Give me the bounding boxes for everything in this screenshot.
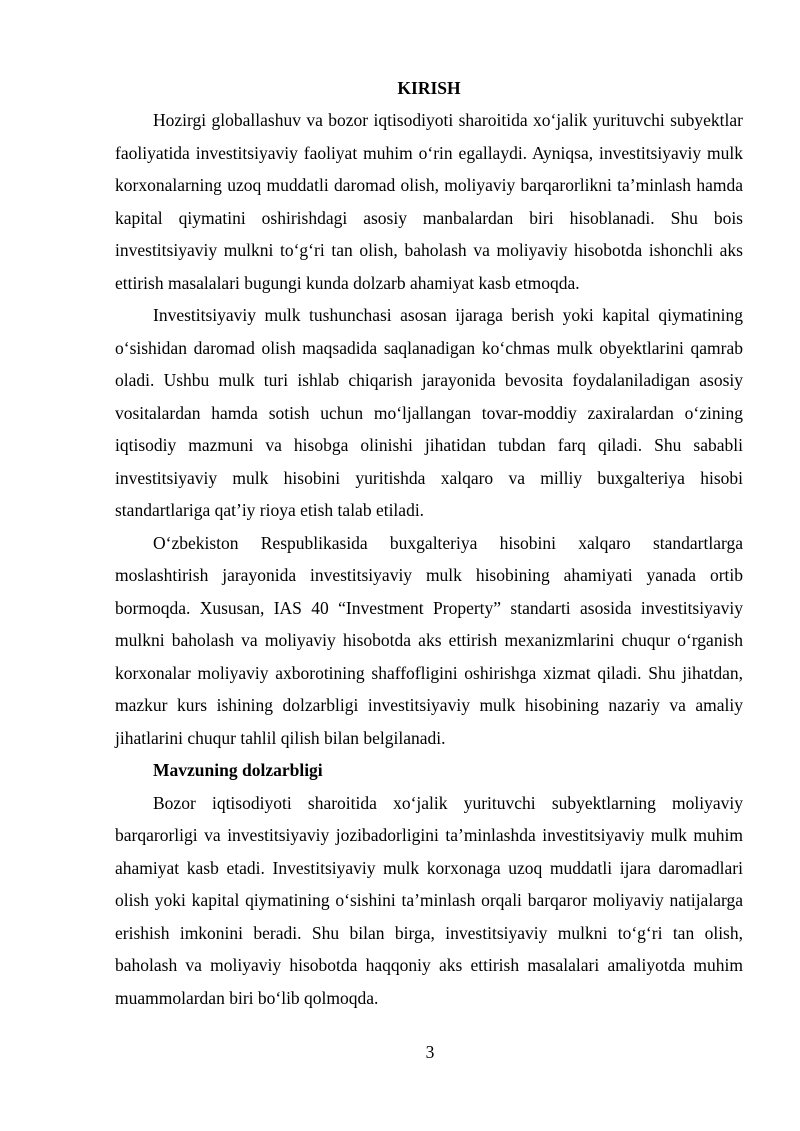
subheading: Mavzuning dolzarbligi (153, 760, 323, 780)
section-title: KIRISH (397, 78, 461, 98)
paragraph-2: Investitsiyaviy mulk tushunchasi asosan ijaraga berish yoki kapital qiymatining o‘sishidan daromad olish maqsadida saqlanadigan ko‘chmas mulk obyektlarini qamrab oladi. Ushbu mulk turi ishlab chiqarish jarayonida bevosita foydalaniladigan asosiy vositalardan hamda sotish uchun mo‘ljallangan tovar-moddiy zaxiralardan o‘zining iqtisodiy mazmuni va hisobga olinishi jihatidan tubdan farq qiladi. Shu sababli investitsiyaviy mulk hisobini yuritishda xalqaro va milliy buxgalteriya hisobi standartlariga qat’iy rioya etish talab etiladi. (115, 305, 743, 520)
paragraph-4: Bozor iqtisodiyoti sharoitida xo‘jalik yurituvchi subyektlarning moliyaviy barqarorligi va investitsiyaviy jozibadorligini ta’minlashda investitsiyaviy mulk muhim ahamiyat kasb etadi. Investitsiyaviy mulk korxonaga uzoq muddatli ijara daromadlari olish yoki kapital qiymatining o‘sishini ta’minlash orqali barqaror moliyaviy natijalarga erishish imkonini beradi. Shu bilan birga, investitsiyaviy mulkni to‘g‘ri tan olish, baholash va moliyaviy hisobotda haqqoniy aks ettirish masalalari amaliyotda muhim muammolardan biri bo‘lib qolmoqda. (115, 792, 743, 1008)
paragraph-3: O‘zbekiston Respublikasida buxgalteriya hisobini xalqaro standartlarga moslashtirish jarayonida investitsiyaviy mulk hisobining ahamiyati yanada ortib bormoqda. Xususan, IAS 40 “Investment Property” standarti asosida investitsiyaviy mulkni baholash va moliyaviy hisobotda aks ettirish mexanizmlarini chuqur o‘rganish korxonalar moliyaviy axborotining shaffofligini oshirishga xizmat qiladi. Shu jihatdan, mazkur kurs ishining dolzarbligi investitsiyaviy mulk hisobining nazariy va amaliy jihatlarini chuqur tahlil qilish bilan belgilanadi. (115, 532, 743, 748)
page-number: 3 (425, 1042, 435, 1062)
document-page (115, 72, 743, 1014)
paragraph-1: Hozirgi globallashuv va bozor iqtisodiyoti sharoitida xo‘jalik yurituvchi subyektlar faoliyatida investitsiyaviy faoliyat muhim o‘rin egallaydi. Ayniqsa, investitsiyaviy mulk korxonalarning uzoq muddatli daromad olish, moliyaviy barqarorlikni ta’minlash hamda kapital qiymatini oshirishdagi asosiy manbalardan biri hisoblanadi. Shu bois investitsiyaviy mulkni to‘g‘ri tan olish, baholash va moliyaviy hisobotda ishonchli aks ettirish masalalari bugungi kunda dolzarb ahamiyat kasb etmoqda. (115, 110, 743, 293)
